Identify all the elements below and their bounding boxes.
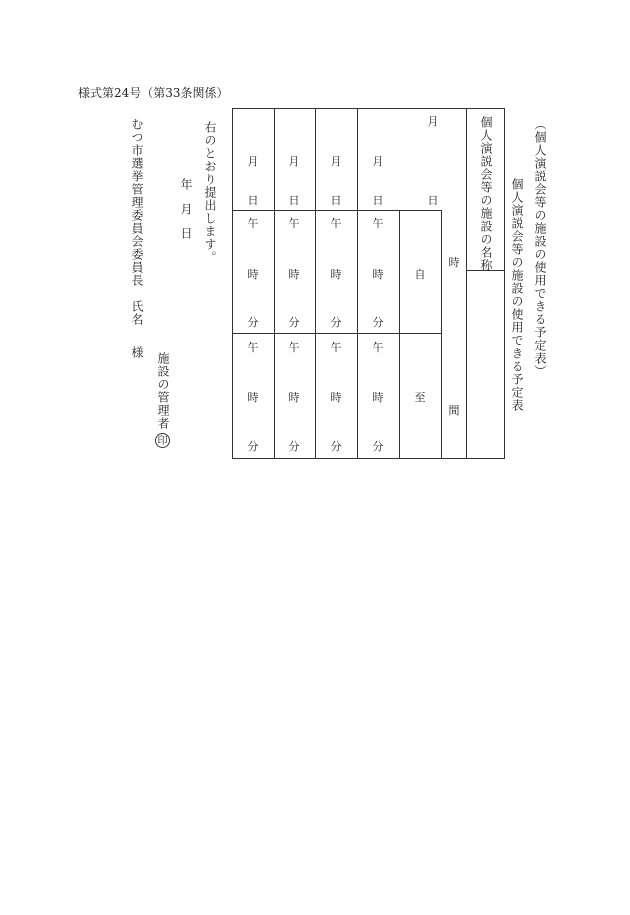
- col4-from-hour: 時: [372, 268, 384, 281]
- col3-from-min: 分: [330, 316, 342, 329]
- col3-to-min: 分: [330, 440, 342, 453]
- manager-label: 施設の管理者: [156, 352, 170, 430]
- seal-mark: 印: [155, 433, 170, 448]
- col4-from-am: 午: [372, 217, 384, 230]
- col4-month: 月: [372, 155, 384, 168]
- form-number: 様式第24号（第33条関係）: [78, 86, 229, 100]
- col4-to-hour: 時: [372, 391, 384, 404]
- col1-month: 月: [247, 155, 259, 168]
- col1-day: 日: [247, 194, 259, 207]
- col1-to-min: 分: [247, 440, 259, 453]
- col3-from-hour: 時: [330, 268, 342, 281]
- col3-month: 月: [330, 155, 342, 168]
- header-month: 月: [427, 115, 439, 128]
- col2-month: 月: [288, 155, 300, 168]
- col2-to-hour: 時: [288, 391, 300, 404]
- col1-from-hour: 時: [247, 268, 259, 281]
- col2-from-hour: 時: [288, 268, 300, 281]
- col2-to-am: 午: [288, 341, 300, 354]
- honorific: 様: [130, 346, 144, 359]
- col3-to-hour: 時: [330, 391, 342, 404]
- schedule-table: [232, 108, 505, 459]
- col1-to-hour: 時: [247, 391, 259, 404]
- date-year: 年: [179, 178, 193, 191]
- title-parenthetical: （個人演説会等の施設の使用できる予定表）: [533, 118, 547, 378]
- col2-from-min: 分: [288, 316, 300, 329]
- recipient-line: むつ市選挙管理委員会委員長 氏名: [130, 118, 144, 326]
- time-label-bottom: 間: [448, 404, 460, 417]
- col1-from-min: 分: [247, 316, 259, 329]
- col1-to-am: 午: [247, 341, 259, 354]
- col4-to-min: 分: [372, 440, 384, 453]
- col4-to-am: 午: [372, 341, 384, 354]
- submission-text: 右のとおり提出します。: [203, 121, 217, 264]
- col3-from-am: 午: [330, 217, 342, 230]
- to-label: 至: [414, 391, 426, 404]
- date-month: 月: [179, 203, 193, 216]
- col4-day: 日: [372, 194, 384, 207]
- col2-to-min: 分: [288, 440, 300, 453]
- col2-day: 日: [288, 194, 300, 207]
- col4-from-min: 分: [372, 316, 384, 329]
- col3-to-am: 午: [330, 341, 342, 354]
- col3-day: 日: [330, 194, 342, 207]
- header-day: 日: [427, 194, 439, 207]
- from-label: 自: [414, 268, 426, 281]
- time-label-top: 時: [448, 256, 460, 269]
- col1-from-am: 午: [247, 217, 259, 230]
- facility-name-label: 個人演説会等の施設の名称: [479, 116, 493, 272]
- date-day: 日: [179, 227, 193, 240]
- page-title: 個人演説会等の施設の使用できる予定表: [510, 178, 524, 412]
- col2-from-am: 午: [288, 217, 300, 230]
